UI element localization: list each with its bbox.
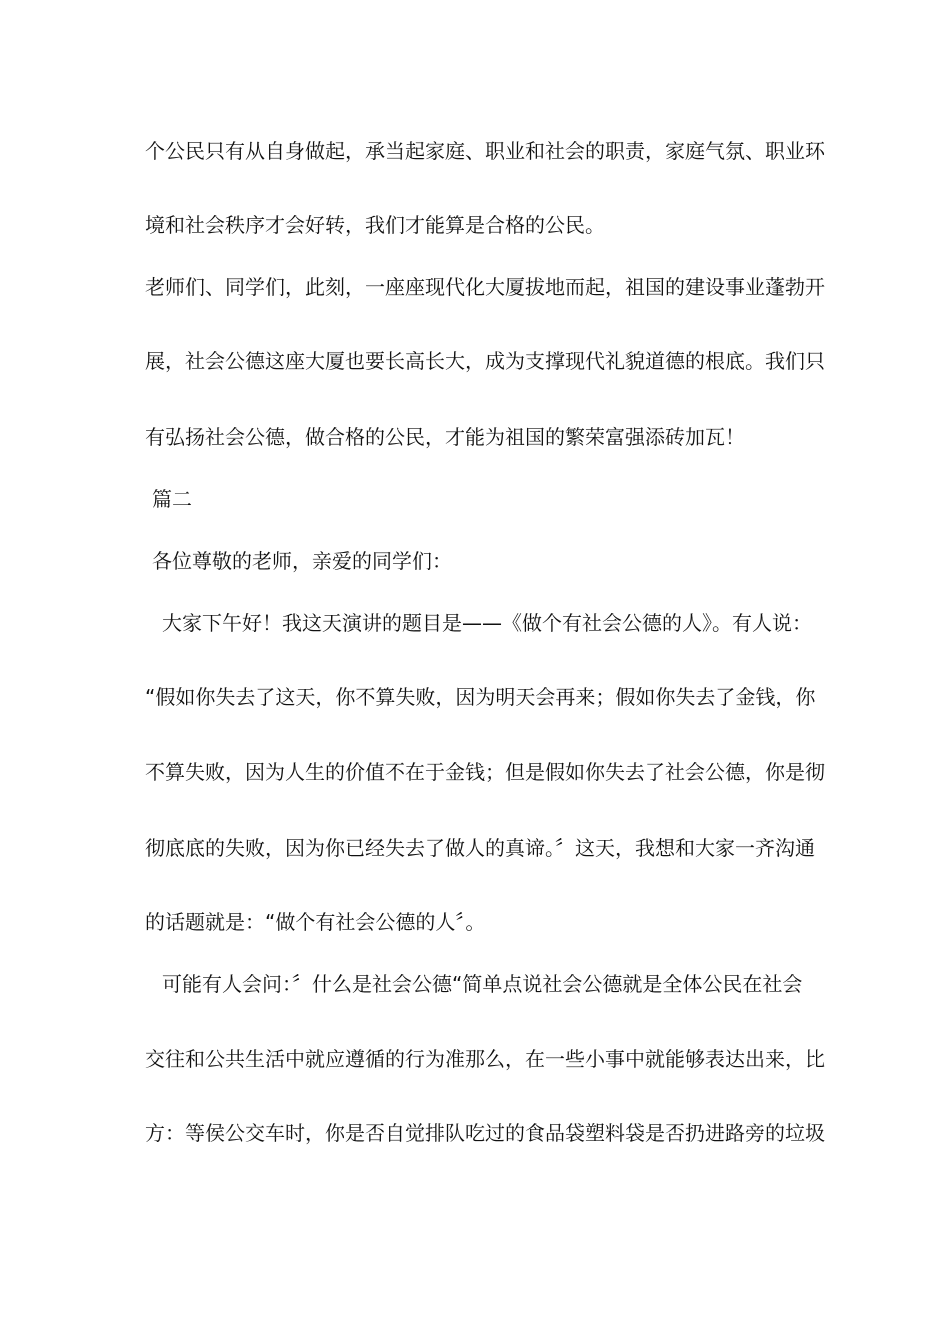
- paragraph-line: 个公民只有从自身做起，承当起家庭、职业和社会的职责，家庭气氛、职业环: [145, 139, 825, 163]
- paragraph-line: 有弘扬社会公德，做合格的公民，才能为祖国的繁荣富强添砖加瓦！: [145, 425, 745, 449]
- paragraph-line: 方：等侯公交车时，你是否自觉排队吃过的食品袋塑料袋是否扔进路旁的垃圾: [145, 1121, 825, 1145]
- paragraph-line: 可能有人会问：〞什么是社会公德“简单点说社会公德就是全体公民在社会: [162, 972, 803, 996]
- paragraph-line: 展，社会公德这座大厦也要长高长大，成为支撑现代礼貌道德的根底。我们只: [145, 349, 825, 373]
- paragraph-line: 彻底底的失败，因为你已经失去了做人的真谛。〞这天，我想和大家一齐沟通: [145, 836, 815, 860]
- paragraph-line: 交往和公共生活中就应遵循的行为准那么，在一些小事中就能够表达出来，比: [145, 1047, 825, 1071]
- paragraph-line: “假如你失去了这天，你不算失败，因为明天会再来；假如你失去了金钱，你: [145, 685, 816, 709]
- paragraph-line: 老师们、同学们，此刻，一座座现代化大厦拔地而起，祖国的建设事业蓬勃开: [145, 275, 825, 299]
- paragraph-line: 大家下午好！我这天演讲的题目是——《做个有社会公德的人》。有人说：: [162, 611, 812, 635]
- paragraph-line: 不算失败，因为人生的价值不在于金钱；但是假如你失去了社会公德，你是彻: [145, 760, 825, 784]
- section-heading: 篇二: [152, 487, 192, 511]
- paragraph-line: 境和社会秩序才会好转，我们才能算是合格的公民。: [145, 213, 605, 237]
- salutation-line: 各位尊敬的老师，亲爱的同学们：: [152, 549, 452, 573]
- paragraph-line: 的话题就是：“做个有社会公德的人〞。: [145, 910, 486, 934]
